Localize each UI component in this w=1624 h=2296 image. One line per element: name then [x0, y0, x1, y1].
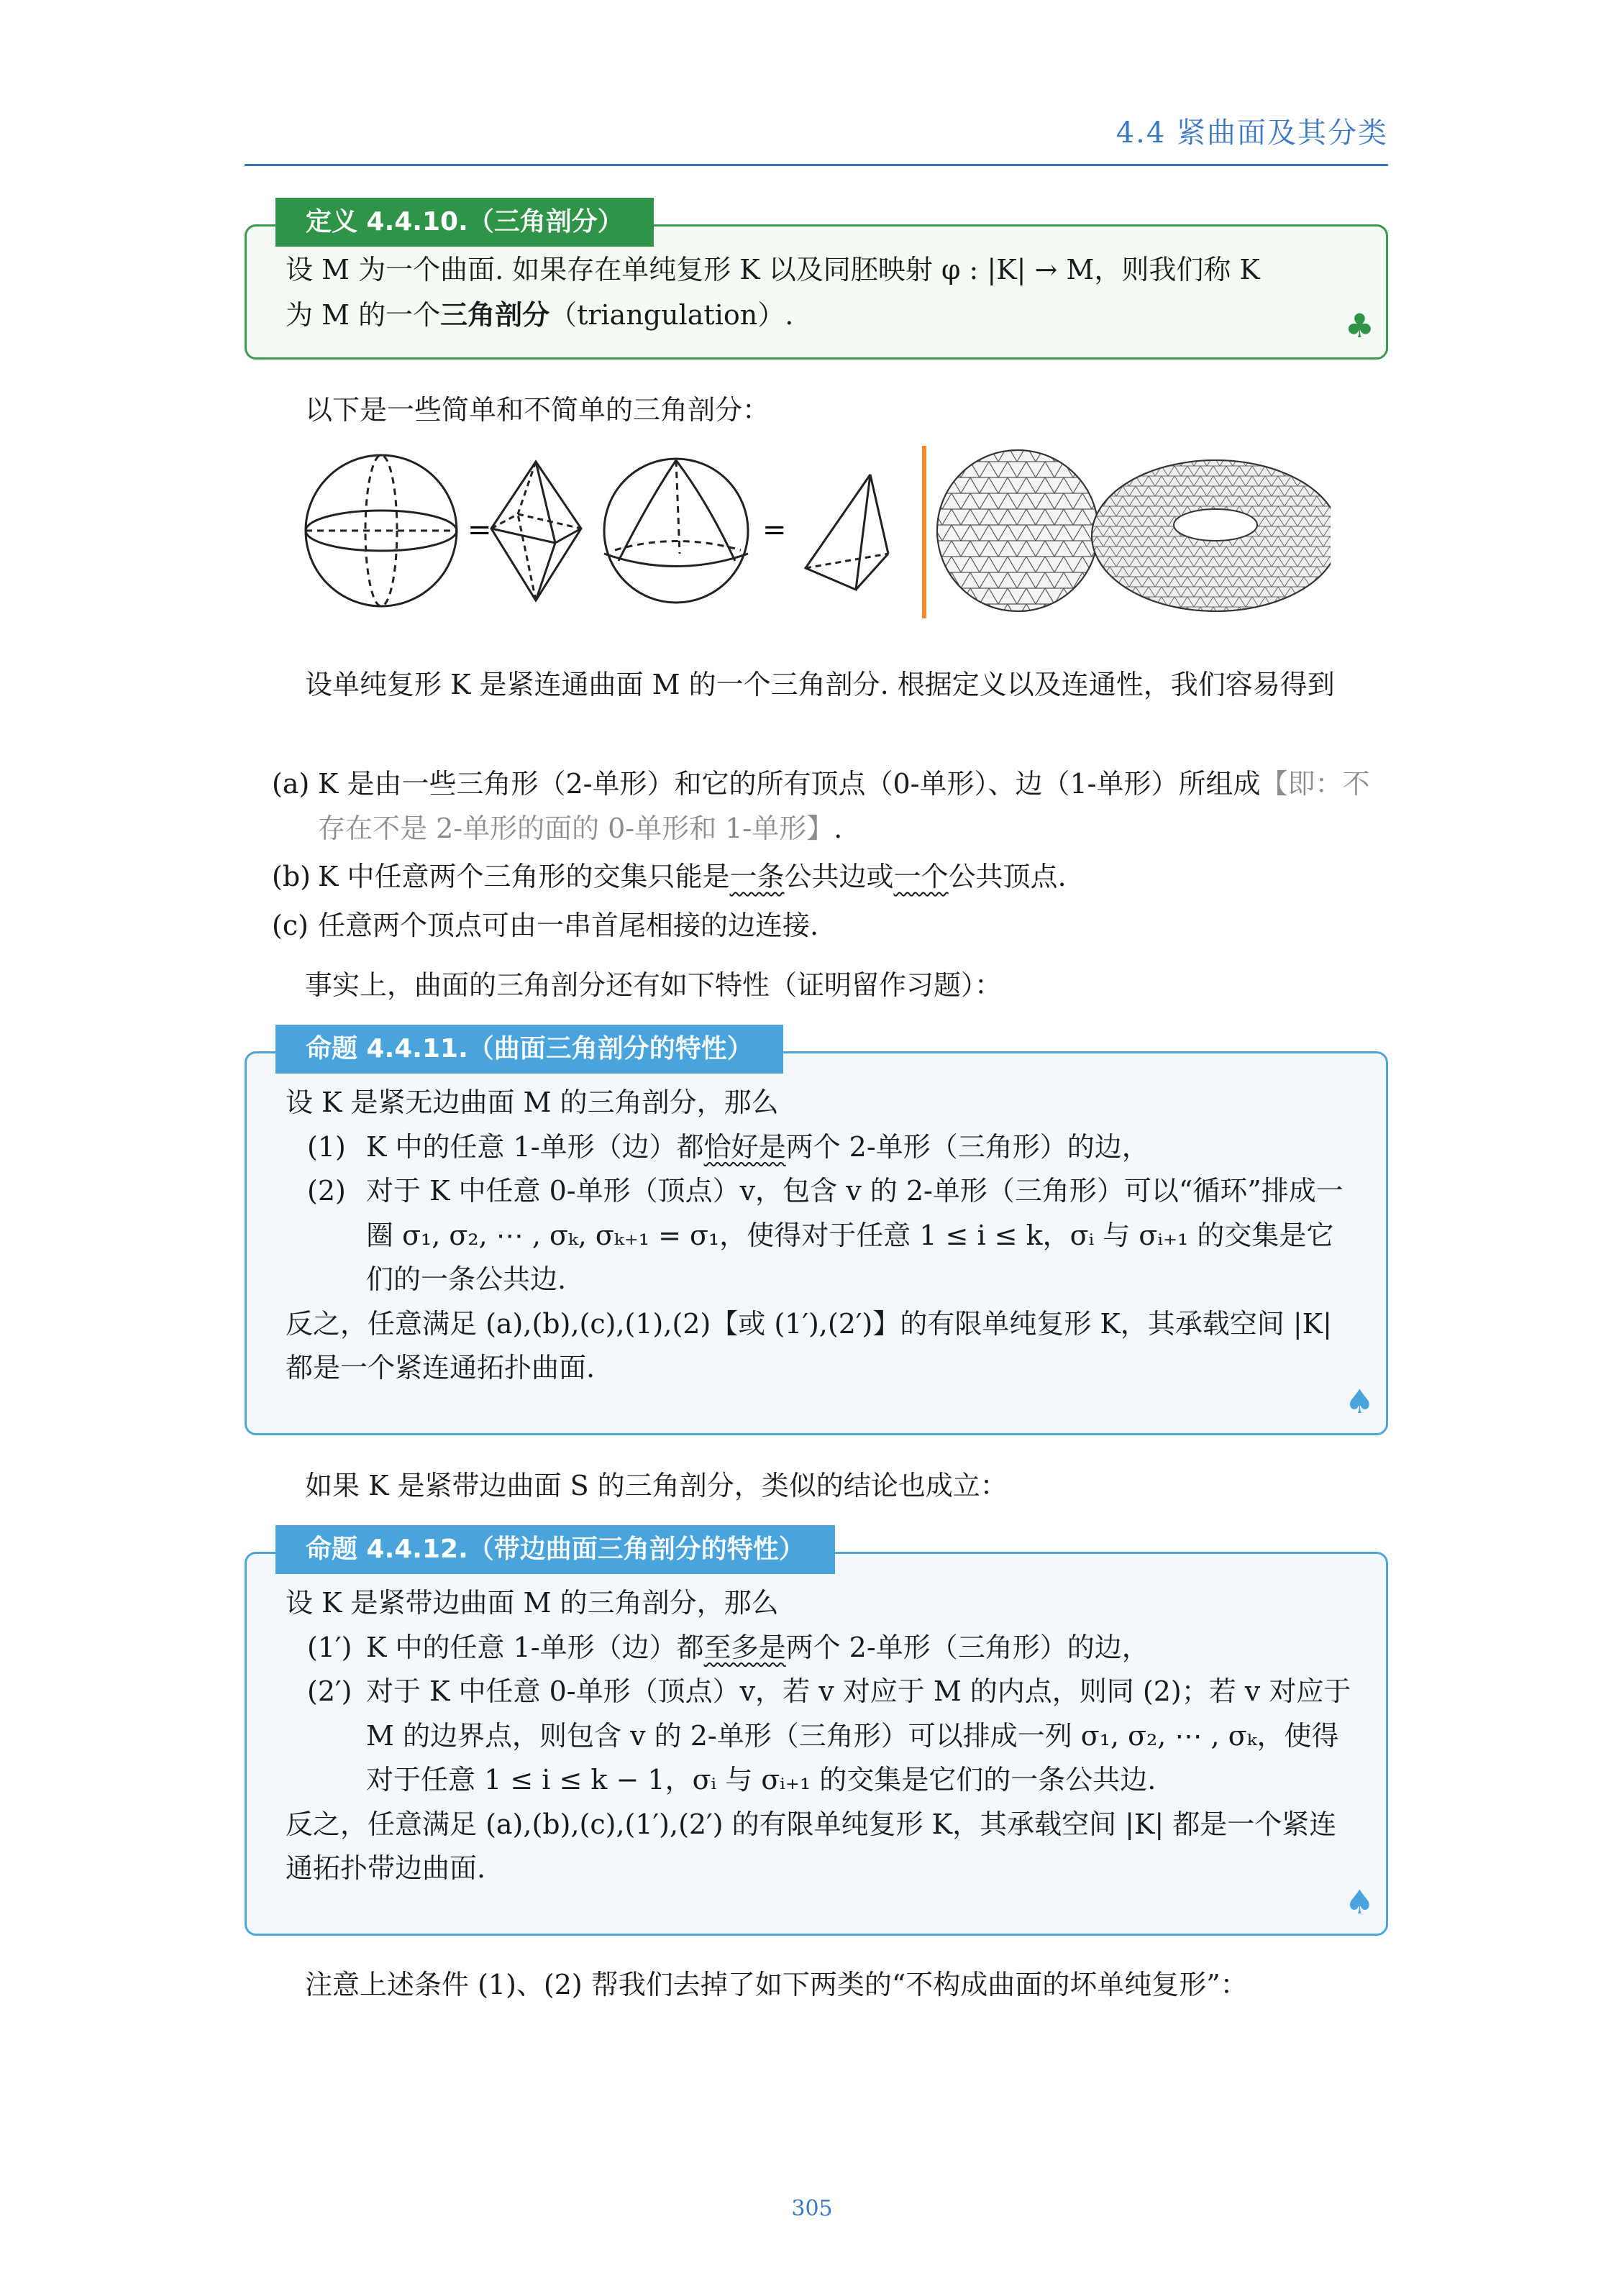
prop1-item-2: (2) 对于 K 中任意 0-单形（顶点）v，包含 v 的 2-单形（三角形）可以“循环”排成一圈 σ₁, σ₂, ⋯ , σₖ, σₖ₊₁ = σ₁，使得对于任意 1 ≤ i ≤ k，σᵢ 与 σᵢ₊₁ 的交集是它们的一条公共边.: [307, 1175, 1344, 1296]
prop2-intro: 设 K 是紧带边曲面 M 的三角剖分，那么: [286, 1587, 779, 1619]
running-header: [245, 108, 1388, 166]
prop1-intro: 设 K 是紧无边曲面 M 的三角剖分，那么: [286, 1087, 779, 1118]
tetrahedron-sketch: [806, 475, 888, 590]
paragraph-setup: 设单纯复形 K 是紧连通曲面 M 的一个三角剖分. 根据定义以及连通性，我们容易得到: [305, 669, 1335, 700]
paragraph-boundary: 如果 K 是紧带边曲面 S 的三角剖分，类似的结论也成立：: [305, 1470, 1008, 1501]
triangulation-figure: [288, 446, 1331, 618]
definition-line-2: 为 M 的一个三角剖分（triangulation）.: [286, 298, 794, 331]
definition-tab: 定义 4.4.10.（三角剖分）: [275, 198, 654, 247]
paragraph-bad-complexes: 注意上述条件 (1)、(2) 帮我们去掉了如下两类的“不构成曲面的坏单纯复形”：: [305, 1969, 1248, 2000]
geodesic-sphere: [937, 450, 1098, 611]
prop2-item-1: (1′) K 中的任意 1-单形（边）都至多是两个 2-单形（三角形）的边，: [307, 1631, 1149, 1663]
prop1-conclusion: 反之，任意满足 (a),(b),(c),(1),(2)【或 (1′),(2′)】的有限单纯复形 K，其承载空间 |K| 都是一个紧连通拓扑曲面.: [286, 1307, 1332, 1384]
sphere-octahedral-sketch: [306, 455, 457, 606]
property-list: [272, 762, 1388, 948]
equals-sign-2: =: [762, 513, 787, 546]
section-title: 4.4 紧曲面及其分类: [1116, 116, 1388, 150]
proposition-tab-2: 命题 4.4.12.（带边曲面三角剖分的特性）: [275, 1525, 835, 1574]
prop2-conclusion: 反之，任意满足 (a),(b),(c),(1′),(2′) 的有限单纯复形 K，其承载空间 |K| 都是一个紧连通拓扑带边曲面.: [286, 1808, 1337, 1885]
list-item-c: (c) 任意两个顶点可由一串首尾相接的边连接.: [272, 909, 819, 941]
page-number: 305: [791, 2196, 833, 2221]
paragraph-properties: 事实上，曲面的三角剖分还有如下特性（证明留作习题）：: [305, 969, 1003, 1001]
octahedron-sketch: [491, 462, 581, 600]
proposition-tab-1: 命题 4.4.11.（曲面三角剖分的特性）: [275, 1025, 783, 1074]
list-item-a: (a) K 是由一些三角形（2-单形）和它的所有顶点（0-单形）、边（1-单形）所组成【即：不存在不是 2-单形的面的 0-单形和 1-单形】.: [272, 768, 1370, 844]
proposition-box-2: [245, 1535, 1388, 1936]
prop2-item-2: (2′) 对于 K 中任意 0-单形（顶点）v，若 v 对应于 M 的内点，则同 (2)；若 v 对应于 M 的边界点，则包含 v 的 2-单形（三角形）可以排成一列 σ₁, σ₂, ⋯ , σₖ，使得对于任意 1 ≤ i ≤ k − 1，σᵢ 与 σᵢ₊₁ 的交集是它们的一条公共边.: [307, 1675, 1351, 1796]
figure-intro: 以下是一些简单和不简单的三角剖分：: [305, 394, 770, 426]
club-icon: ♣: [1344, 306, 1374, 346]
triangulated-torus: [1092, 460, 1331, 611]
spade-icon: ♠: [1344, 1382, 1374, 1422]
list-item-b: (b) K 中任意两个三角形的交集只能是一条公共边或一个公共顶点.: [272, 861, 1067, 893]
definition-term: 三角剖分: [440, 298, 550, 331]
proposition-box-1: [245, 1034, 1388, 1435]
spade-icon: ♠: [1344, 1883, 1374, 1922]
sphere-tetrahedral-sketch: [604, 459, 748, 603]
side-note: 【即：不存在不是 2-单形的面的 0-单形和 1-单形】: [318, 768, 1370, 844]
definition-line-1: 设 M 为一个曲面. 如果存在单纯复形 K 以及同胚映射 φ : |K| → M，则我们称 K: [286, 254, 1260, 285]
prop1-item-1: (1) K 中的任意 1-单形（边）都恰好是两个 2-单形（三角形）的边，: [307, 1130, 1149, 1163]
definition-box: [245, 207, 1388, 360]
equals-sign-1: =: [467, 513, 492, 546]
